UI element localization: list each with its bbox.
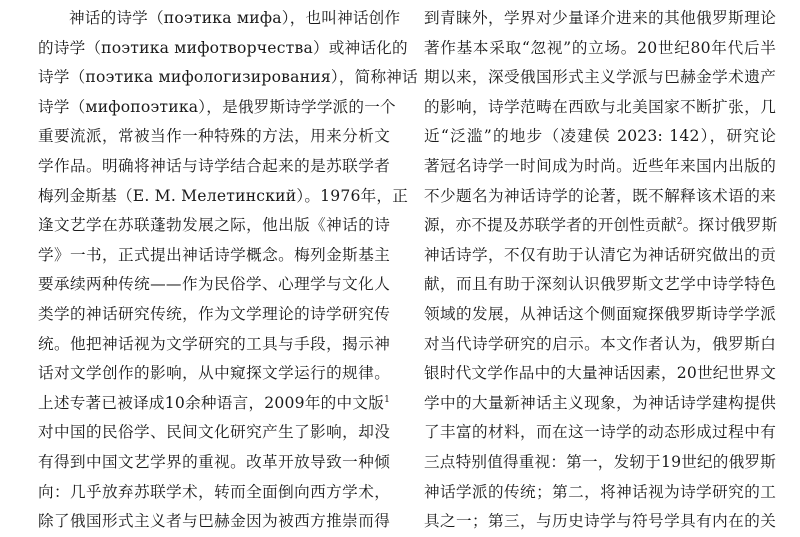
text-line: 银时代文学作品中的大量神话因素，20世纪世界文 [424,364,776,383]
text-line: 的影响，诗学范畴在西欧与北美国家不断扩张，几 [424,97,776,116]
text-line: 对中国的民俗学、民间文化研究产生了影响，却没 [38,423,390,442]
text-line: 三点特别值得重视：第一，发轫于19世纪的俄罗斯 [424,452,776,471]
text-line: 向：几乎放弃苏联学术，转而全面倒向西方学术， [38,482,390,501]
text-line: 神话学派的传统；第二，将神话视为诗学研究的工 [424,482,776,501]
footnote-marker[interactable]: 1 [384,394,390,405]
footnote-marker[interactable]: 2 [676,216,683,227]
text-line: 著作基本采取“忽视”的立场。20世纪80年代后半 [424,38,776,57]
text-line: 对当代诗学研究的启示。本文作者认为，俄罗斯白 [424,334,776,353]
text-line: 学作品。明确将神话与诗学结合起来的是苏联学者 [38,156,390,175]
text-line: 有得到中国文艺学界的重视。改革开放导致一种倾 [38,452,390,471]
line-text: 源，亦不提及苏联学者的开创性贡献 [424,216,677,235]
text-line: 逢文艺学在苏联蓬勃发展之际，他出版《神话的诗 [38,216,390,235]
text-line: 期以来，深受俄国形式主义学派与巴赫金学术遗产 [424,68,776,87]
text-line: 话对文学创作的影响，从中窥探文学运行的规律。 [38,364,390,383]
text-line: 领域的发展，从神话这个侧面窥探俄罗斯诗学学派 [424,304,776,323]
text-line: 统。他把神话视为文学研究的工具与手段，揭示神 [38,334,390,353]
text-line: 类学的神话研究传统，作为文学理论的诗学研究传 [38,304,390,323]
text-line: 梅列金斯基（Е. М. Мелетинский）。1976年，正 [38,186,409,205]
text-line: 重要流派，常被当作一种特殊的方法，用来分析文 [38,127,390,146]
line-text: 上述专著已被译成10余种语言，2009年的中文版 [38,393,385,412]
text-line: 具之一；第三，与历史诗学与符号学具有内在的关 [424,512,776,531]
text-line: 了丰富的材料，而在这一诗学的动态形成过程中有 [424,423,776,442]
text-line: 诗学（мифопоэтика），是俄罗斯诗学学派的一个 [38,97,396,116]
text-line: 近“泛滥”的地步（凌建侯 2023: 142），研究论 [424,127,776,146]
text-line: 神话诗学，不仅有助于认清它为神话研究做出的贡 [424,245,776,264]
right-column [424,4,776,537]
text-line: 学》一书，正式提出神话诗学概念。梅列金斯基主 [38,245,390,264]
left-column [38,4,418,537]
text-line: 诗学（поэтика мифологизирования），简称神话 [38,68,418,87]
text-line: 到青睐外，学界对少量译介进来的其他俄罗斯理论 [424,9,776,27]
line-text-tail: 。探讨俄罗斯 [682,216,778,235]
text-line: 除了俄国形式主义者与巴赫金因为被西方推崇而得 [38,512,390,531]
text-line: 著冠名诗学一时间成为时尚。近些年来国内出版的 [424,156,776,175]
text-line: 学中的大量新神话主义现象，为神话诗学建构提供 [424,393,776,412]
text-line: 要承续两种传统——作为民俗学、心理学与文化人 [38,275,390,294]
text-line: 献，而且有助于深刻认识俄罗斯文艺学中诗学特色 [424,275,776,294]
text-line-with-footnote [424,211,776,241]
text-line: 不少题名为神话诗学的论著，既不解释该术语的来 [424,186,776,205]
text-line: 神话的诗学（поэтика мифа），也叫神话创作 [69,9,401,27]
text-line: 的诗学（поэтика мифотворчества）或神话化的 [38,38,408,57]
text-line-with-footnote [38,389,390,419]
